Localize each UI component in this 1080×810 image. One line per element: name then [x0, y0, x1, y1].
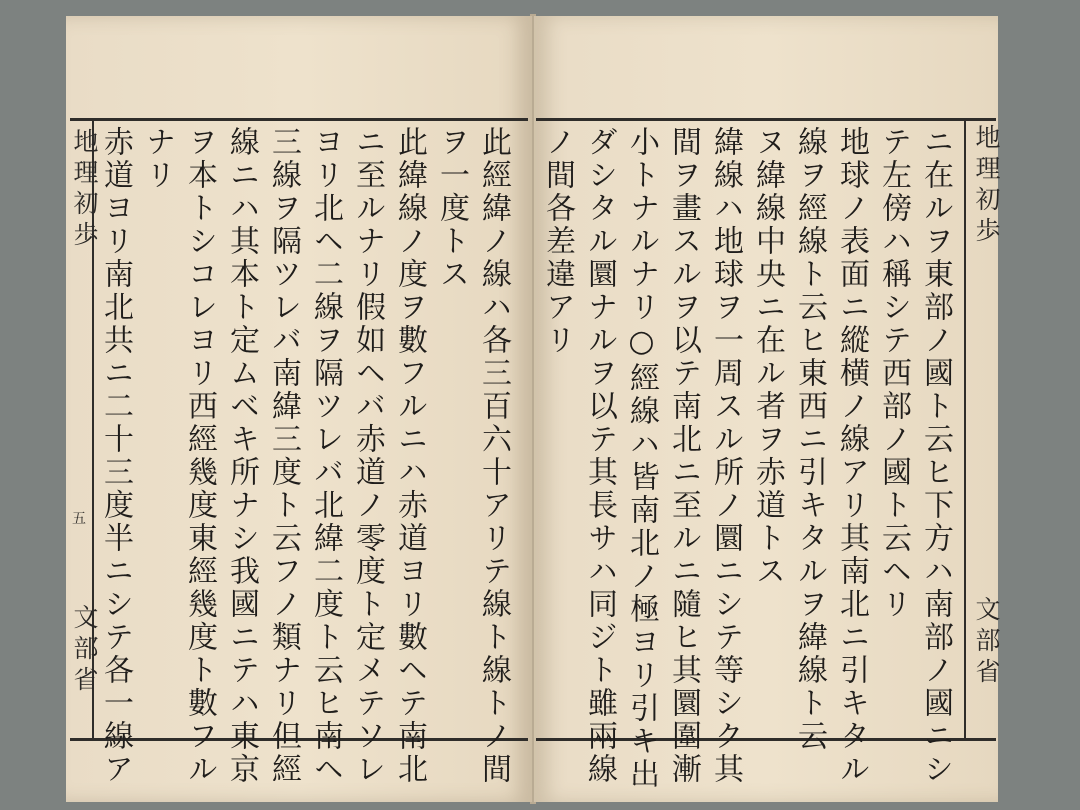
right-column: ノ間各差違アリ	[540, 126, 575, 357]
right-column: 線ヲ經線ト云ヒ東西ニ引キタルヲ緯線ト云	[792, 126, 827, 753]
right-column: 地球ノ表面ニ縱横ノ線アリ其南北ニ引キタル	[834, 126, 869, 786]
left-column: ヲ一度トス	[434, 126, 469, 291]
right-column: ニ在ルヲ東部ノ國ト云ヒ下方ハ南部ノ國ニシ	[918, 126, 953, 786]
right-column: 間ヲ畫スルヲ以テ南北ニ至ルニ隨ヒ其圜圍漸	[666, 126, 701, 786]
right-column: ダシタル圜ナルヲ以テ其長サハ同ジト雖兩線	[582, 126, 617, 786]
right-margin-title: 地理初歩	[972, 124, 1001, 248]
left-column: 此經緯ノ線ハ各三百六十アリテ線ト線トノ間	[476, 126, 511, 786]
right-margin-rule	[964, 118, 966, 740]
left-column: 此緯線ノ度ヲ數フルニハ赤道ヨリ數ヘテ南北	[392, 126, 427, 786]
left-column: 赤道ヨリ南北共ニ二十三度半ニシテ各一線ア	[98, 126, 133, 786]
right-margin-publisher: 文部省	[972, 596, 1001, 689]
left-column: ニ至ルナリ假如ヘバ赤道ノ零度ト定メテソレ	[350, 126, 385, 786]
left-margin-title: 地理初歩	[70, 128, 99, 252]
left-margin-publisher: 文部省	[70, 604, 99, 697]
right-top-rule	[536, 118, 996, 121]
left-page-number: 五	[72, 511, 86, 527]
right-column: 緯線ハ地球ヲ一周スル所ノ圜ニシテ等シク其	[708, 126, 743, 786]
left-column: 三線ヲ隔ツレバ南緯三度ト云フノ類ナリ但經	[266, 126, 301, 786]
right-column: ヌ緯線中央ニ在ル者ヲ赤道トス	[750, 126, 785, 588]
left-column: ヨリ北ヘ二線ヲ隔ツレバ北緯二度ト云ヒ南ヘ	[308, 126, 343, 786]
left-column: 線ニハ其本ト定ムベキ所ナシ我國ニテハ東京	[224, 126, 259, 786]
right-column: 小トナルナリ○經線ハ皆南北ノ極ヨリ引キ出	[624, 126, 659, 791]
left-column: ヲ本トシコレヨリ西經幾度東經幾度ト數フル	[182, 126, 217, 786]
left-column: ナリ	[140, 126, 175, 192]
right-column: テ左傍ハ稱シテ西部ノ國ト云ヘリ	[876, 126, 911, 621]
left-top-rule	[70, 118, 528, 121]
